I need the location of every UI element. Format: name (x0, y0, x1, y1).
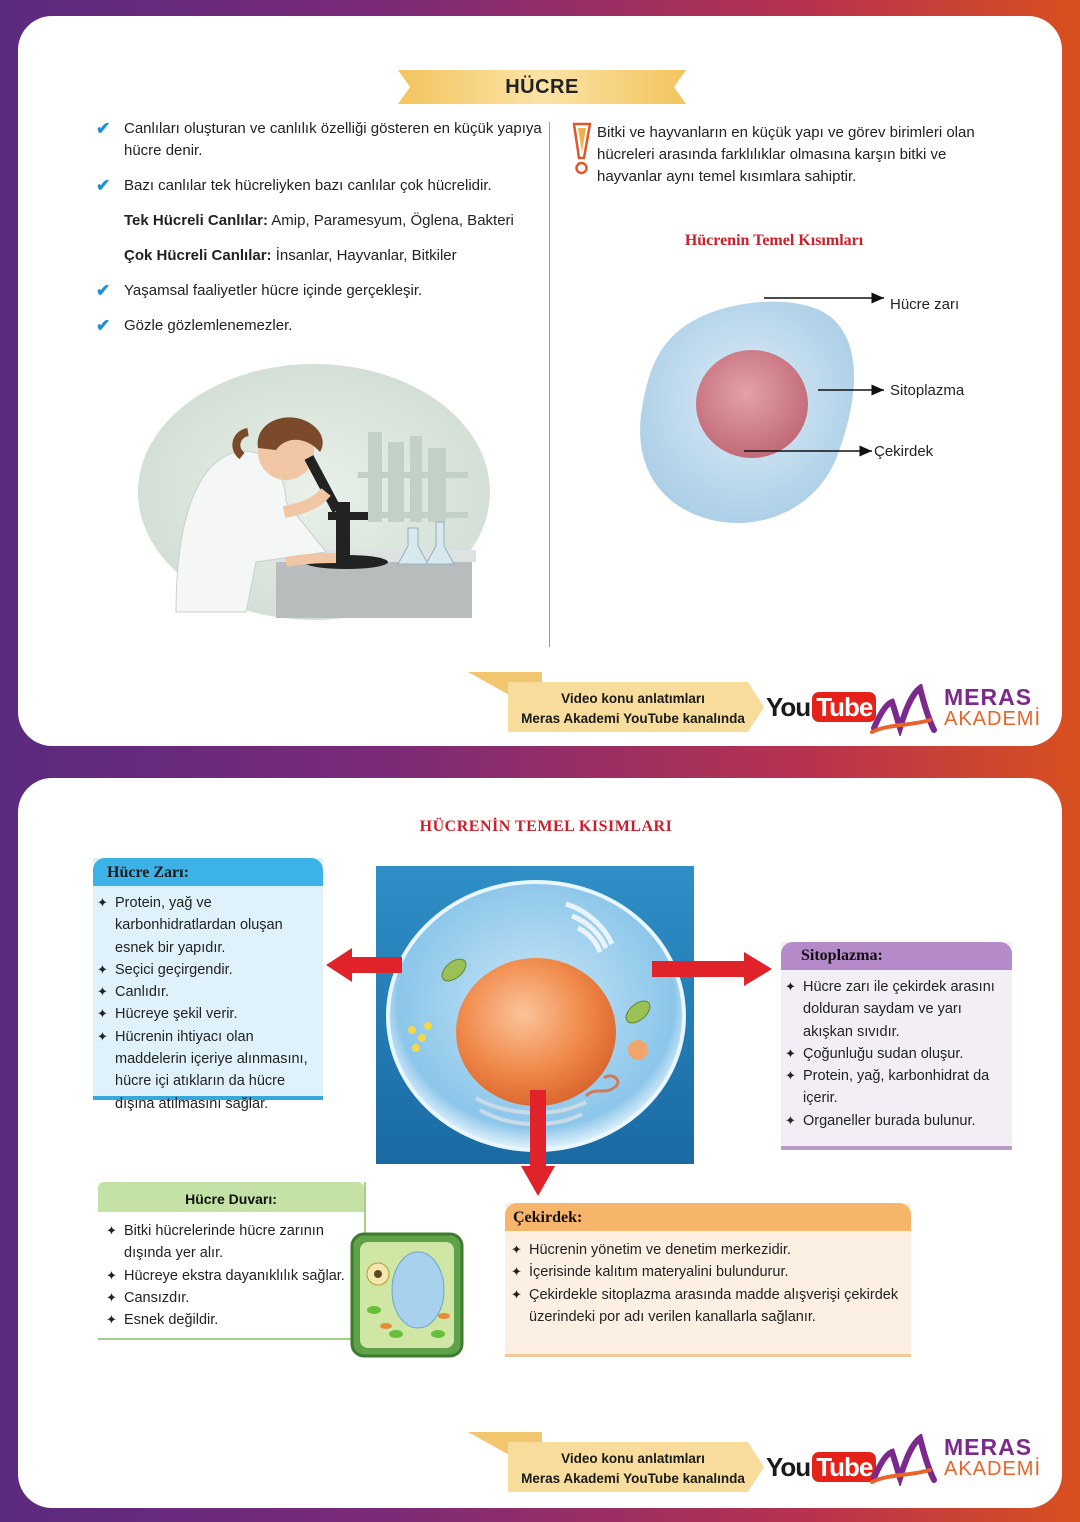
check-icon: ✔ (96, 176, 111, 195)
list-item: ✔ Yaşamsal faaliyetler hücre içinde gerçekleşir. (96, 281, 423, 300)
column-divider (549, 122, 550, 647)
note-text: Bitki ve hayvanların en küçük yapı ve görev birimleri olan hücreleri arasında farklılıklar olmasına karşın bitki ve hayvanlar aynı temel kısımlara sahiptir. (597, 124, 975, 185)
scientist-microscope-illustration (136, 362, 492, 624)
arrow-down-icon (521, 1090, 555, 1196)
note-block (570, 122, 1010, 188)
intro-list (96, 118, 546, 350)
promo-banner (468, 670, 768, 732)
box-header: Sitoplazma: (781, 942, 1012, 970)
check-icon: ✔ (96, 119, 111, 138)
list-item: ✦ Hücreye şekil verir. (97, 1003, 317, 1025)
cekirdek-box (505, 1203, 911, 1357)
promo-line2: Meras Akademi YouTube kanalında (521, 711, 745, 726)
promo-banner (468, 1430, 768, 1492)
title-banner (398, 70, 686, 104)
list-item: ✦ Hücrenin yönetim ve denetim merkezidir. (511, 1239, 905, 1261)
promo-line2: Meras Akademi YouTube kanalında (521, 1471, 745, 1486)
list-item: ✦ Protein, yağ, karbonhidrat da içerir. (785, 1065, 1006, 1110)
youtube-logo[interactable]: You Tube (766, 692, 876, 723)
arrow-left-icon (326, 948, 402, 982)
check-icon: ✔ (96, 316, 111, 335)
list-item: ✦ Esnek değildir. (106, 1309, 358, 1331)
list-item: ✔ Gözle gözlemlenemezler. (96, 316, 293, 335)
list-item: ✦ Çekirdekle sitoplazma arasında madde alışverişi çekirdek üzerindeki por adı verilen kanallarla sağlanır. (511, 1284, 905, 1329)
brand-bottom: AKADEMİ (944, 1458, 1042, 1480)
list-item: ✦ Organeller burada bulunur. (785, 1110, 1006, 1132)
box-header: Hücre Zarı: (93, 858, 323, 886)
meras-m-logo-icon (870, 684, 940, 736)
page-hucrenin-temel-kisimlari (18, 778, 1062, 1508)
sitoplazma-box (781, 942, 1012, 1150)
box-header: Hücre Duvarı: (98, 1182, 364, 1212)
exclamation-icon (570, 122, 594, 176)
hucre-duvari-box (98, 1182, 366, 1340)
page-hucre (18, 16, 1062, 746)
meras-m-logo-icon (870, 1434, 940, 1486)
list-item: ✦ Hücre zarı ile çekirdek arasını dolduran saydam ve yarı akışkan sıvıdır. (785, 976, 1006, 1043)
list-item: ✦ İçerisinde kalıtım materyalini bulundurur. (511, 1261, 905, 1283)
single-cell-examples: Tek Hücreli Canlılar: Amip, Paramesyum, Öglena, Bakteri (124, 212, 514, 229)
list-item: ✔ Bazı canlılar tek hücreliyken bazı canlılar çok hücrelidir. (96, 176, 492, 195)
list-item: ✦ Bitki hücrelerinde hücre zarının dışında yer alır. (106, 1220, 358, 1265)
label-membrane: Hücre zarı (890, 296, 960, 313)
diagram-title: Hücrenin Temel Kısımları (684, 232, 864, 249)
list-item: ✦ Çoğunluğu sudan oluşur. (785, 1043, 1006, 1065)
box-header: Çekirdek: (505, 1203, 911, 1231)
list-item: ✦ Cansızdır. (106, 1287, 358, 1309)
list-item: ✦ Protein, yağ ve karbonhidratlardan oluşan esnek bir yapıdır. (97, 892, 317, 959)
brand-bottom: AKADEMİ (944, 708, 1042, 730)
meras-akademi-logo (870, 1434, 1050, 1486)
arrow-right-icon (652, 952, 772, 986)
list-item: ✦ Hücreye ekstra dayanıklılık sağlar. (106, 1265, 358, 1287)
list-item: ✦ Seçici geçirgendir. (97, 959, 317, 981)
youtube-logo[interactable]: You Tube (766, 1452, 876, 1483)
meras-akademi-logo (870, 684, 1050, 736)
list-item: ✔ Canlıları oluşturan ve canlılık özelliği gösteren en küçük yapıya hücre denir. (96, 119, 542, 159)
promo-line1: Video konu anlatımları (561, 1451, 705, 1466)
page-title: HÜCRE (505, 76, 579, 98)
label-cytoplasm: Sitoplazma (890, 382, 965, 399)
plant-cell-illustration (348, 1230, 466, 1360)
label-nucleus: Çekirdek (874, 443, 934, 460)
multi-cell-examples: Çok Hücreli Canlılar: İnsanlar, Hayvanlar, Bitkiler (124, 247, 457, 264)
promo-line1: Video konu anlatımları (561, 691, 705, 706)
page-title: HÜCRENİN TEMEL KISIMLARI (419, 818, 673, 835)
list-item: ✦ Hücrenin ihtiyacı olan maddelerin içeriye alınmasını, hücre içi atıkların da hücre dışına atılmasını sağlar. (97, 1026, 317, 1115)
list-item: ✦ Canlıdır. (97, 981, 317, 1003)
hucre-zari-box (93, 858, 323, 1112)
check-icon: ✔ (96, 281, 111, 300)
brand-top: MERAS (944, 1434, 1033, 1460)
cell-diagram (622, 288, 1002, 550)
brand-top: MERAS (944, 684, 1033, 710)
